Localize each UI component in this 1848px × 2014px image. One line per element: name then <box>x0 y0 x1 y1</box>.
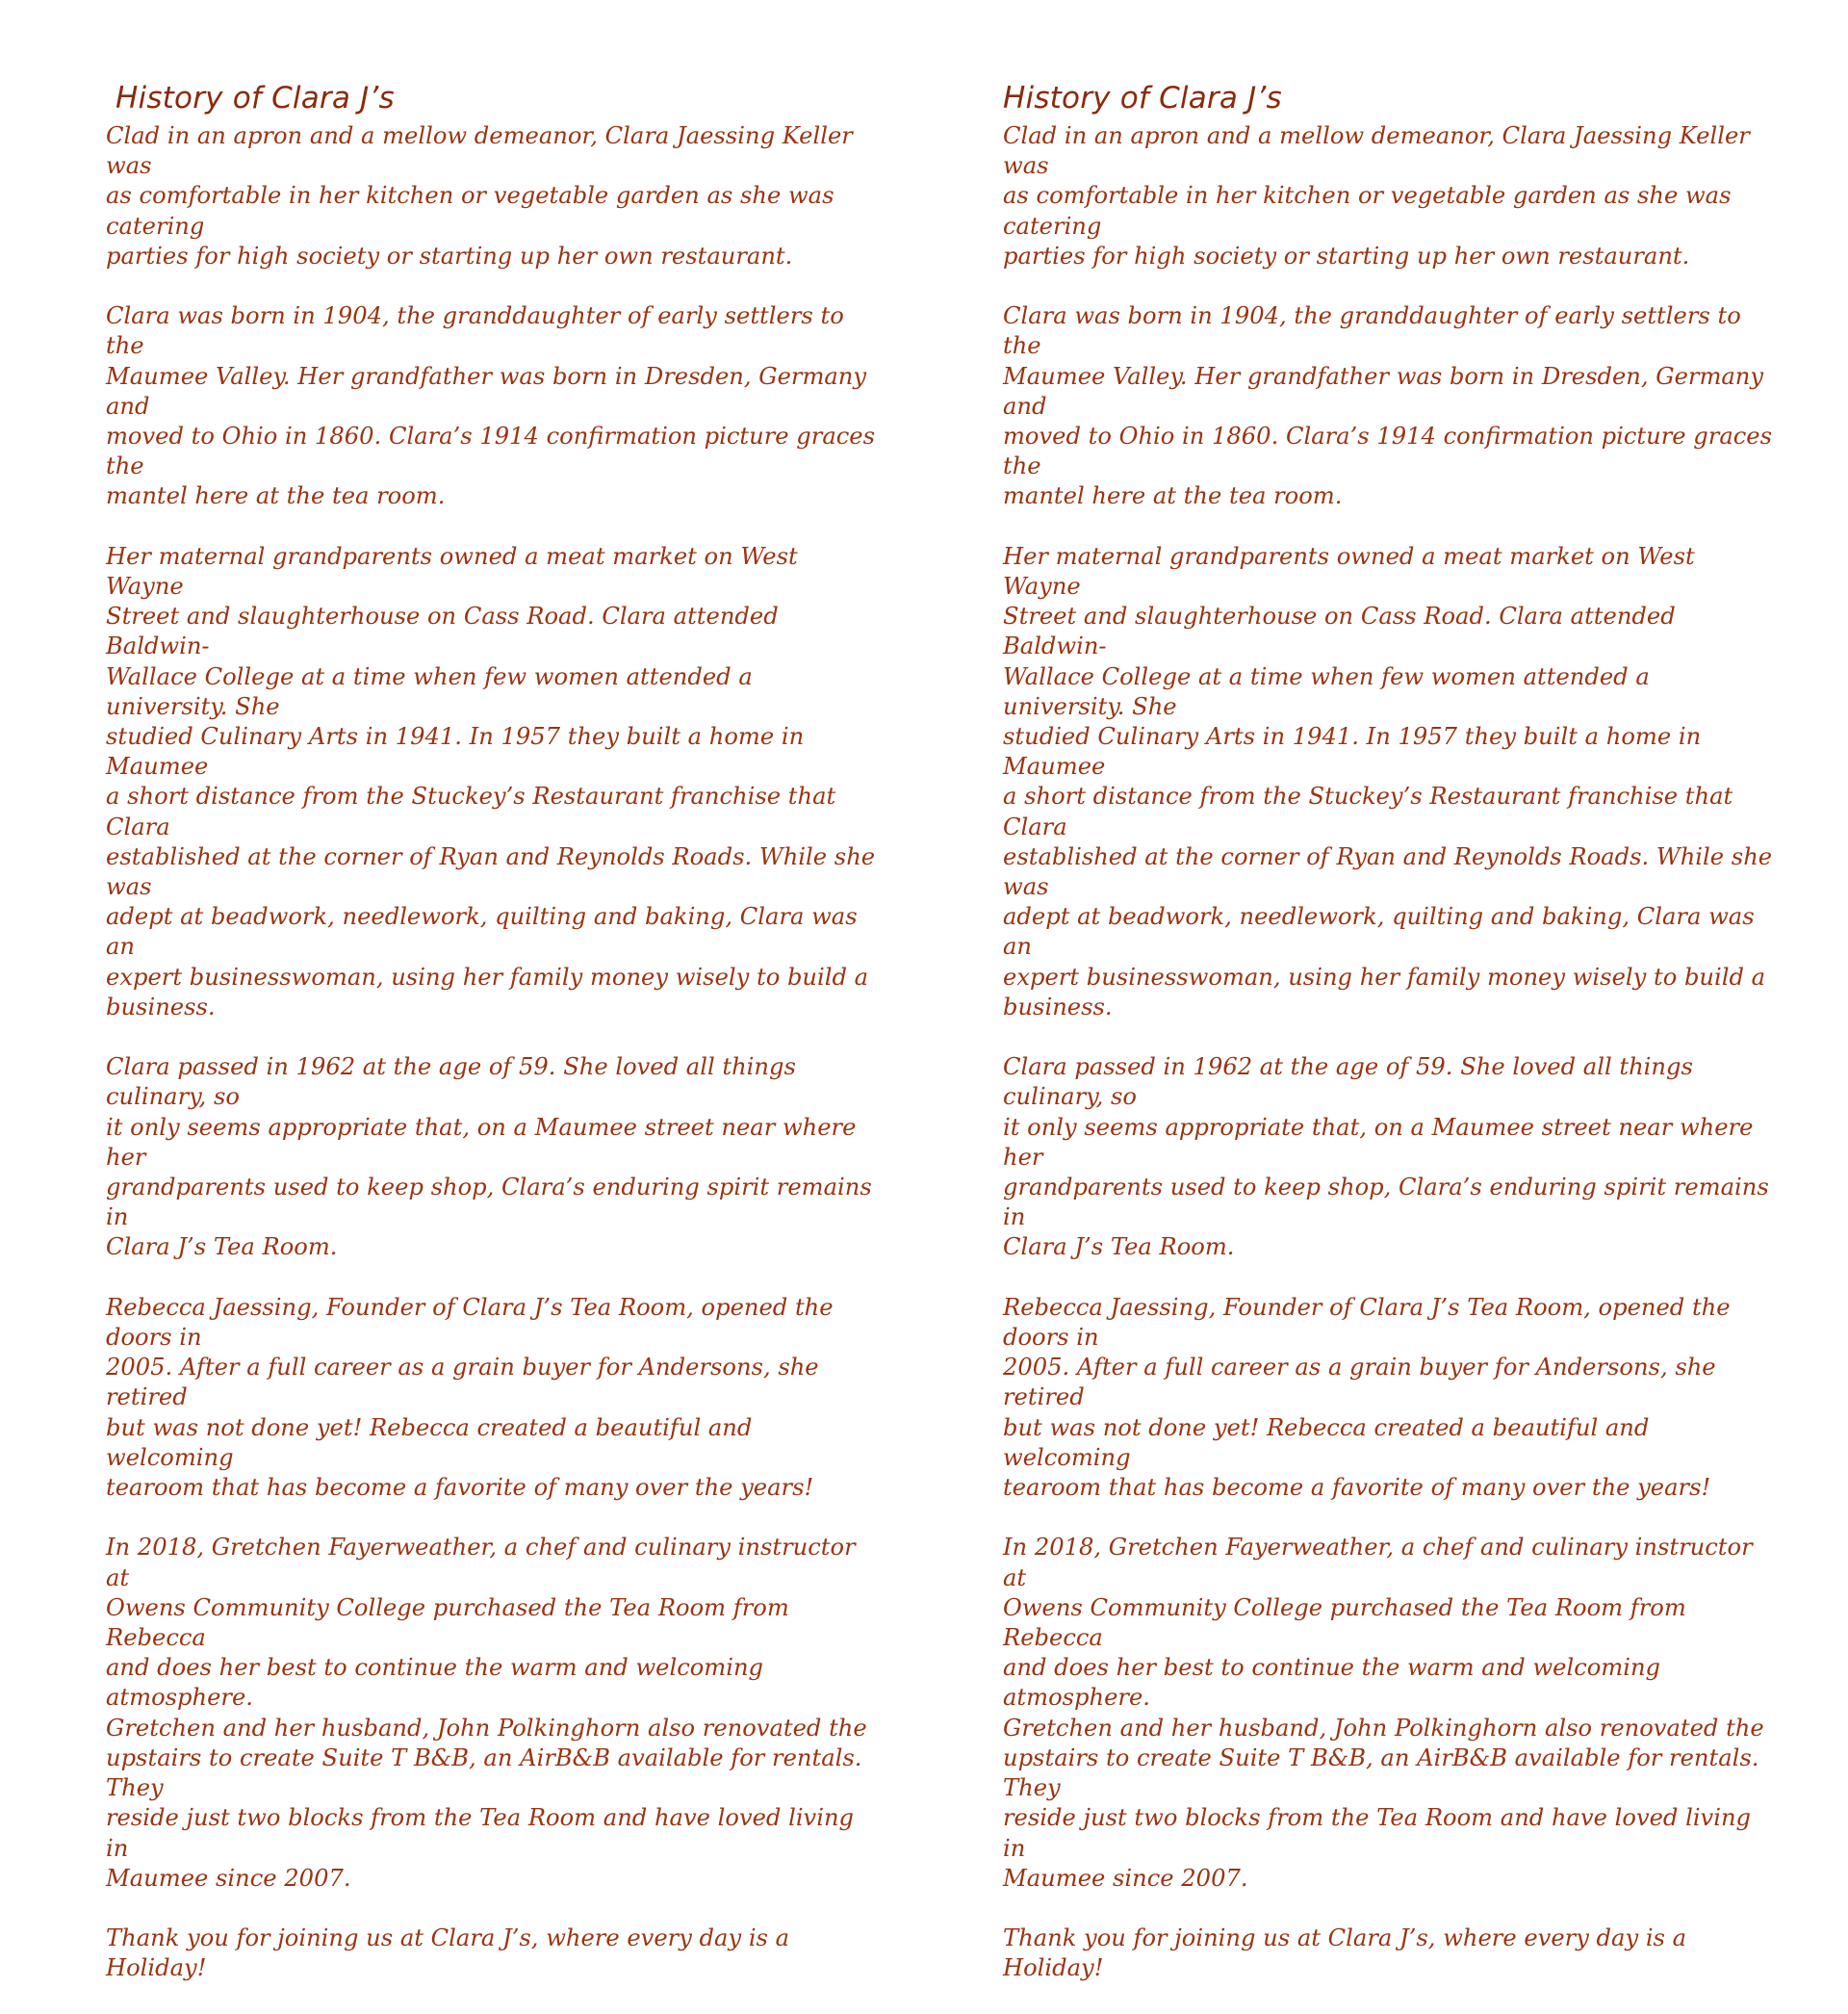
paragraph-owners: In 2018, Gretchen Fayerweather, a chef and culinary instructor at Owens Community College purchased the Tea Room from Rebecca and does her best to continue the warm and welcoming atmosphere. Gretchen and her husband, John Polkinghorn also renovated the upstairs to create Suite T B&B, an AirB&B available for rentals. They reside just two blocks from the Tea Room and have loved living in Maumee since 2007. <box>106 1534 867 1892</box>
paragraph-founder: Rebecca Jaessing, Founder of Clara J’s Tea Room, opened the doors in 2005. After a full career as a grain buyer for Andersons, she retired but was not done yet! Rebecca created a beautiful and welcoming tearoom that has become a favorite of many over the years! <box>106 1293 834 1502</box>
paragraph-intro: Clad in an apron and a mellow demeanor, Clara Jaessing Keller was as comfortable in her kitchen or vegetable garden as she was catering parties for high society or starting up her own restaurant. <box>1003 122 1750 270</box>
paragraph-thanks: Thank you for joining us at Clara J’s, where every day is a Holiday! <box>106 1924 790 1982</box>
right-page <box>924 0 1848 1982</box>
paragraph-intro: Clad in an apron and a mellow demeanor, Clara Jaessing Keller was as comfortable in her kitchen or vegetable garden as she was catering parties for high society or starting up her own restaurant. <box>106 122 853 270</box>
page-title: History of Clara J’s <box>1003 81 1282 116</box>
left-page <box>0 0 924 1982</box>
paragraph-thanks: Thank you for joining us at Clara J’s, where every day is a Holiday! <box>1003 1924 1687 1982</box>
right-text-column <box>1003 81 1773 2014</box>
left-text-column <box>106 81 876 2014</box>
paragraph-family: Her maternal grandparents owned a meat market on West Wayne Street and slaughterhouse on Cass Road. Clara attended Baldwin- Wallace College at a time when few women attended a university. She studied Culinary Arts in 1941. In 1957 they built a home in Maumee a short distance from the Stuckey’s Restaurant franchise that Clara established at the corner of Ryan and Reynolds Roads. While she was adept at beadwork, needlework, quilting and baking, Clara was an expert businesswoman, using her family money wisely to build a business. <box>1003 542 1773 1020</box>
paragraph-passing: Clara passed in 1962 at the age of 59. She loved all things culinary, so it only seems appropriate that, on a Maumee street near where her grandparents used to keep shop, Clara’s enduring spirit remains in Clara J’s Tea Room. <box>1003 1053 1769 1261</box>
paragraph-passing: Clara passed in 1962 at the age of 59. She loved all things culinary, so it only seems appropriate that, on a Maumee street near where her grandparents used to keep shop, Clara’s enduring spirit remains in Clara J’s Tea Room. <box>106 1053 872 1261</box>
paragraph-birth: Clara was born in 1904, the granddaughter of early settlers to the Maumee Valley. Her grandfather was born in Dresden, Germany and moved to Ohio in 1860. Clara’s 1914 confirmation picture graces the mantel here at the tea room. <box>106 302 876 510</box>
paragraph-owners: In 2018, Gretchen Fayerweather, a chef and culinary instructor at Owens Community College purchased the Tea Room from Rebecca and does her best to continue the warm and welcoming atmosphere. Gretchen and her husband, John Polkinghorn also renovated the upstairs to create Suite T B&B, an AirB&B available for rentals. They reside just two blocks from the Tea Room and have loved living in Maumee since 2007. <box>1003 1534 1764 1892</box>
paragraph-family: Her maternal grandparents owned a meat market on West Wayne Street and slaughterhouse on Cass Road. Clara attended Baldwin- Wallace College at a time when few women attended a university. She studied Culinary Arts in 1941. In 1957 they built a home in Maumee a short distance from the Stuckey’s Restaurant franchise that Clara established at the corner of Ryan and Reynolds Roads. While she was adept at beadwork, needlework, quilting and baking, Clara was an expert businesswoman, using her family money wisely to build a business. <box>106 542 876 1020</box>
paragraph-founder: Rebecca Jaessing, Founder of Clara J’s Tea Room, opened the doors in 2005. After a full career as a grain buyer for Andersons, she retired but was not done yet! Rebecca created a beautiful and welcoming tearoom that has become a favorite of many over the years! <box>1003 1293 1731 1502</box>
page-title: History of Clara J’s <box>116 81 395 116</box>
paragraph-birth: Clara was born in 1904, the granddaughter of early settlers to the Maumee Valley. Her grandfather was born in Dresden, Germany and moved to Ohio in 1860. Clara’s 1914 confirmation picture graces the mantel here at the tea room. <box>1003 302 1773 510</box>
